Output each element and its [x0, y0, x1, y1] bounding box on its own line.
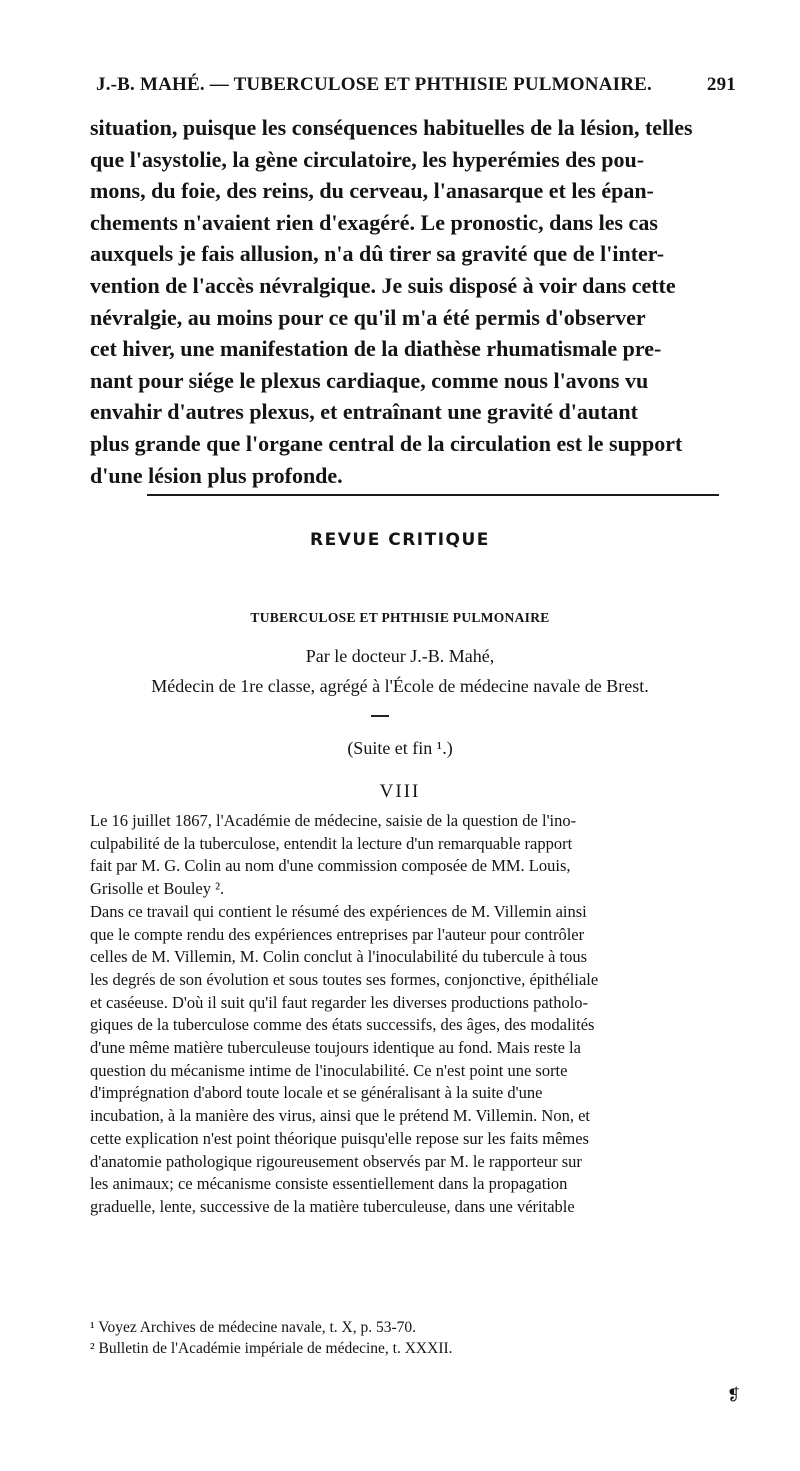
section-divider [147, 494, 719, 496]
section-title: REVUE CRITIQUE [310, 530, 490, 550]
intro-paragraph: situation, puisque les conséquences habituelles de la lésion, telles que l'asystolie, la gène circulatoire, les hyperémies des pou- mons, du foie, des reins, du cerveau, l'anasarque et les épan- chements n'avaient rien d'exagéré. Le pronostic, dans les cas auxquels je fais allusion, n'a dû tirer sa gravité que de l'inter- vention de l'accès névralgique. Je suis disposé à voir dans cette névralgie, au moins pour ce qu'il m'a été permis d'observer cet hiver, une manifestation de la diathèse rhumatismale pre- nant pour siége le plexus cardiaque, comme nous l'avons vu envahir d'autres plexus, et entraînant une gravité d'autant plus grande que l'organe central de la circulation est le support d'une lésion plus profonde. [90, 115, 693, 488]
running-title: J.-B. MAHÉ. — TUBERCULOSE ET PHTHISIE PULMONAIRE. [96, 74, 652, 95]
body-paragraph: Le 16 juillet 1867, l'Académie de médecine, saisie de la question de l'ino- culpabilité de la tuberculose, entendit la lecture d'un remarquable rapport fait par M. G. Colin au nom d'une commission composée de MM. Louis, Grisolle et Bouley ². Dans ce travail qui contient le résumé des expériences de M. Villemin ainsi que le compte rendu des expériences entreprises par l'auteur pour contrôler celles de M. Villemin, M. Colin conclut à l'inoculabilité du tubercule à tous les degrés de son évolution et sous toutes ses formes, conjonctive, épithéliale et caséeuse. D'où il suit qu'il faut regarder les diverses productions patholo- giques de la tuberculose comme des états successifs, des âges, des modalités d'une même matière tuberculeuse toujours identique au fond. Mais reste la question du mécanisme intime de l'inoculabilité. Ce n'est point une sorte d'imprégnation d'abord toute locale et se généralisant à la suite d'une incubation, à la manière des virus, ainsi que le prétend M. Villemin. Non, et cette explication n'est point théorique puisqu'elle repose sur les faits mêmes d'anatomie pathologique rigoureusement observés par M. le rapporteur sur les animaux; ce mécanisme consiste essentiellement dans la propagation graduelle, lente, successive de la matière tuberculeuse, dans une véritable [90, 811, 599, 1216]
short-dash [371, 715, 389, 717]
footnotes [90, 1317, 740, 1359]
running-header [96, 74, 736, 104]
article-byline: Par le docteur J.-B. Mahé, [305, 646, 495, 666]
continuation-note: (Suite et fin ¹.) [347, 738, 453, 758]
author-affiliation: Médecin de 1re classe, agrégé à l'École de médecine navale de Brest. [151, 676, 649, 696]
printer-mark-icon: ❡ [727, 1387, 741, 1404]
footnote-2: ² Bulletin de l'Académie impériale de médecine, t. XXXII. [90, 1340, 453, 1357]
section-number: VIII [379, 781, 421, 802]
article-title: TUBERCULOSE ET PHTHISIE PULMONAIRE [250, 610, 550, 625]
footnote-1: ¹ Voyez Archives de médecine navale, t. X, p. 53-70. [90, 1319, 417, 1336]
page-number: 291 [706, 74, 736, 95]
